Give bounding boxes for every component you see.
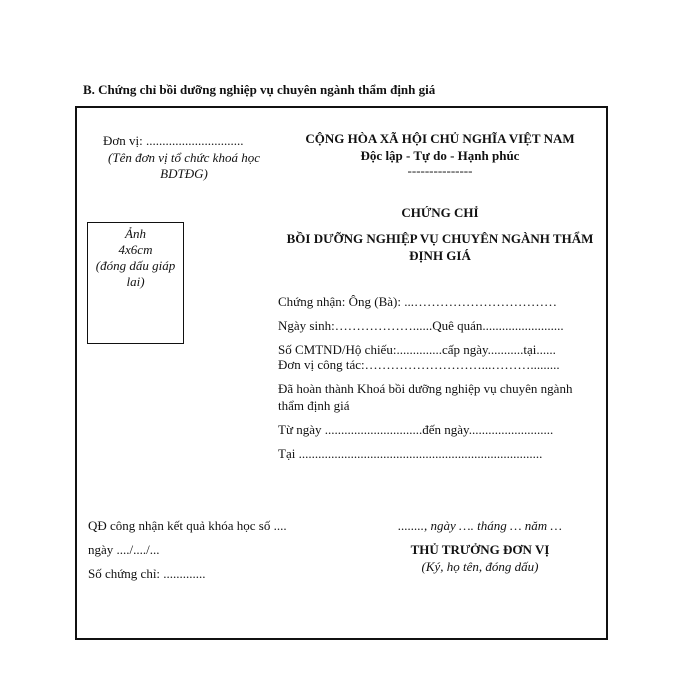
- field-birth: Ngày sinh:………………......Quê quán.........................: [278, 318, 564, 333]
- unit-note-line2: BDTĐG): [160, 166, 208, 181]
- national-divider: ---------------: [407, 163, 473, 178]
- footer-date: ngày ..../..../...: [88, 542, 160, 557]
- certificate-subtitle-line1: BỒI DƯỠNG NGHIỆP VỤ CHUYÊN NGÀNH THẨM: [286, 231, 594, 246]
- footer-cert-no: Số chứng chỉ: .............: [88, 566, 206, 581]
- certificate-subtitle-line2: ĐỊNH GIÁ: [409, 248, 471, 263]
- footer-sign-date: ........, ngày …. tháng … năm …: [398, 518, 562, 533]
- field-workplace: Đơn vị công tác:………………………...……….........: [278, 357, 560, 372]
- section-heading: B. Chứng chỉ bồi dưỡng nghiệp vụ chuyên ngành thẩm định giá: [83, 82, 436, 97]
- unit-label: Đơn vị: ..............................: [103, 133, 244, 148]
- unit-note-line1: (Tên đơn vị tổ chức khoá học: [108, 150, 260, 165]
- field-certify: Chứng nhận: Ông (Bà): ...……………………………: [278, 294, 557, 309]
- certificate-title: CHỨNG CHỈ: [401, 205, 479, 220]
- footer-head-title: THỦ TRƯỞNG ĐƠN VỊ: [410, 542, 550, 557]
- field-completed-line2: thẩm định giá: [278, 398, 350, 413]
- field-period: Từ ngày ..............................đến ngày..........................: [278, 422, 554, 437]
- photo-line2: 4x6cm: [118, 242, 153, 257]
- field-completed-line1: Đã hoàn thành Khoá bồi dưỡng nghiệp vụ chuyên ngành: [278, 381, 573, 396]
- photo-line3: (đóng dấu giáp: [95, 258, 176, 273]
- photo-line1: Ảnh: [125, 226, 146, 241]
- unit-note: [94, 150, 274, 182]
- national-header: [278, 130, 602, 178]
- national-title: CỘNG HÒA XÃ HỘI CHỦ NGHĨA VIỆT NAM: [305, 131, 575, 146]
- certificate-subtitle: [278, 230, 602, 264]
- field-place: Tại ...........................................................................: [278, 446, 543, 461]
- photo-line4: lai): [126, 274, 145, 289]
- footer-sign-note: (Ký, họ tên, đóng dấu): [421, 559, 539, 574]
- field-id: Số CMTND/Hộ chiếu:..............cấp ngày...........tại......: [278, 342, 556, 357]
- photo-placeholder: [87, 222, 184, 344]
- national-motto: Độc lập - Tự do - Hạnh phúc: [360, 148, 520, 163]
- footer-decision: QĐ công nhận kết quả khóa học số ....: [88, 518, 287, 533]
